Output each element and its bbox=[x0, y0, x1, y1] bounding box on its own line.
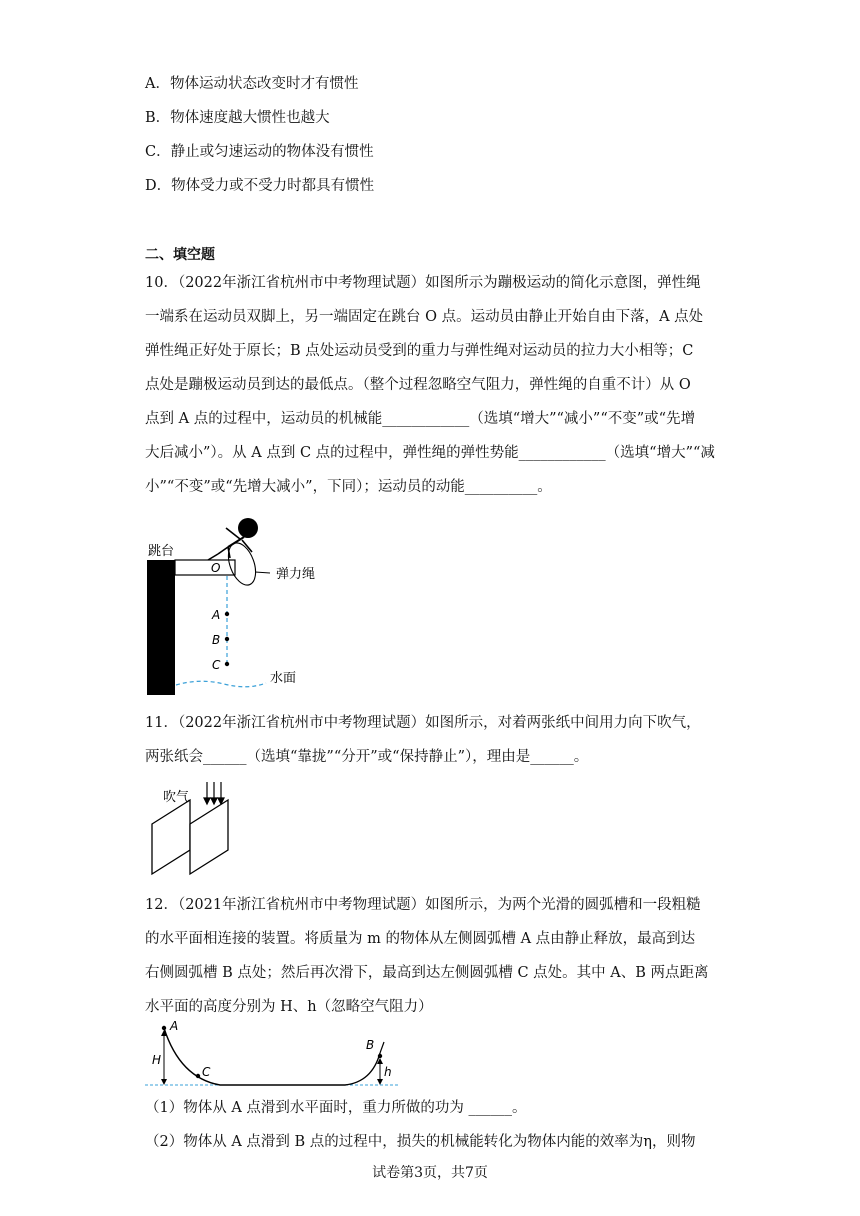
height-small-h-arrowhead-bottom bbox=[377, 1079, 383, 1085]
point-a bbox=[225, 612, 229, 616]
height-h-arrowhead-bottom bbox=[161, 1079, 167, 1085]
page-footer: 试卷第3页，共7页 bbox=[372, 1165, 488, 1181]
track-figure bbox=[140, 1018, 400, 1090]
bungee-figure bbox=[140, 512, 340, 700]
platform-label: 跳台 bbox=[148, 544, 175, 559]
point-a bbox=[162, 1026, 166, 1030]
q12-line-2: 的水平面相连接的装置。将质量为 m 的物体从左侧圆弧槽 A 点由静止释放，最高到达 bbox=[145, 931, 696, 947]
point-c bbox=[196, 1074, 200, 1078]
water-surface bbox=[176, 681, 266, 687]
paper-sheet-left bbox=[152, 800, 190, 874]
q10-line-5: 点到 A 点的过程中，运动员的机械能____________（选填“增大”“减小”“不变”或“先增 bbox=[145, 411, 696, 427]
jumper-leg bbox=[218, 547, 228, 554]
blow-arrows bbox=[204, 782, 224, 804]
label-c: C bbox=[202, 1065, 211, 1079]
jumper-body bbox=[228, 537, 244, 547]
label-height-small: h bbox=[384, 1065, 392, 1079]
label-height-big: H bbox=[152, 1053, 162, 1067]
paper-sheet-right bbox=[190, 800, 228, 874]
point-o-label: O bbox=[211, 561, 221, 575]
water-label: 水面 bbox=[270, 671, 297, 686]
option-b: B．物体速度越大惯性也越大 bbox=[145, 110, 330, 126]
point-b bbox=[378, 1054, 382, 1058]
track-end bbox=[380, 1042, 384, 1053]
q10-line-1: 10．（2022年浙江省杭州市中考物理试题）如图所示为蹦极运动的简化示意图，弹性绳 bbox=[145, 275, 701, 291]
point-c bbox=[225, 662, 229, 666]
jumper-head bbox=[238, 518, 258, 538]
q10-line-7: 小”“不变”或“先增大减小”，下同）；运动员的动能__________。 bbox=[145, 479, 552, 495]
option-d: D．物体受力或不受力时都具有惯性 bbox=[145, 178, 375, 194]
point-b bbox=[225, 637, 229, 641]
q12-line-3: 右侧圆弧槽 B 点处；然后再次滑下，最高到达左侧圆弧槽 C 点处。其中 A、B 两点距离 bbox=[145, 965, 709, 981]
jumper-arm bbox=[226, 528, 240, 539]
q12-line-4: 水平面的高度分别为 H、h（忽略空气阻力） bbox=[145, 999, 433, 1015]
rope-label: 弹力绳 bbox=[276, 567, 316, 582]
jumper-foot bbox=[208, 554, 218, 560]
section-title: 二、填空题 bbox=[145, 247, 215, 263]
point-b-label: B bbox=[212, 633, 221, 647]
q11-line-2: 两张纸会______（选填“靠拢”“分开”或“保持静止”），理由是______。 bbox=[145, 749, 589, 765]
q12-line-1: 12．（2021年浙江省杭州市中考物理试题）如图所示，为两个光滑的圆弧槽和一段粗糙 bbox=[145, 897, 701, 913]
option-a: A．物体运动状态改变时才有惯性 bbox=[145, 76, 359, 92]
point-a-label: A bbox=[212, 608, 221, 622]
paper-figure bbox=[140, 780, 250, 878]
label-a: A bbox=[170, 1019, 179, 1033]
label-b: B bbox=[366, 1038, 375, 1052]
point-c-label: C bbox=[212, 658, 221, 672]
q11-line-1: 11．（2022年浙江省杭州市中考物理试题）如图所示，对着两张纸中间用力向下吹气， bbox=[145, 715, 701, 731]
q12-sub-1: （1）物体从 A 点滑到水平面时，重力所做的功为 ______。 bbox=[145, 1100, 527, 1116]
rope-pointer bbox=[255, 572, 270, 573]
q10-line-2: 一端系在运动员双脚上，另一端固定在跳台 O 点。运动员由静止开始自由下落，A 点处 bbox=[145, 309, 704, 325]
option-c: C．静止或匀速运动的物体没有惯性 bbox=[145, 144, 374, 160]
q10-line-4: 点处是蹦极运动员到达的最低点。（整个过程忽略空气阻力，弹性绳的自重不计）从 O bbox=[145, 377, 691, 393]
blow-label: 吹气 bbox=[163, 790, 190, 805]
platform-pillar bbox=[147, 560, 175, 695]
q12-sub-2: （2）物体从 A 点滑到 B 点的过程中，损失的机械能转化为物体内能的效率为η，则物 bbox=[145, 1134, 696, 1150]
q10-line-3: 弹性绳正好处于原长；B 点处运动员受到的重力与弹性绳对运动员的拉力大小相等；C bbox=[145, 343, 694, 359]
platform-plank bbox=[175, 560, 235, 575]
q10-line-6: 大后减小”）。从 A 点到 C 点的过程中，弹性绳的弹性势能____________（选填“增大”“减 bbox=[145, 445, 715, 461]
